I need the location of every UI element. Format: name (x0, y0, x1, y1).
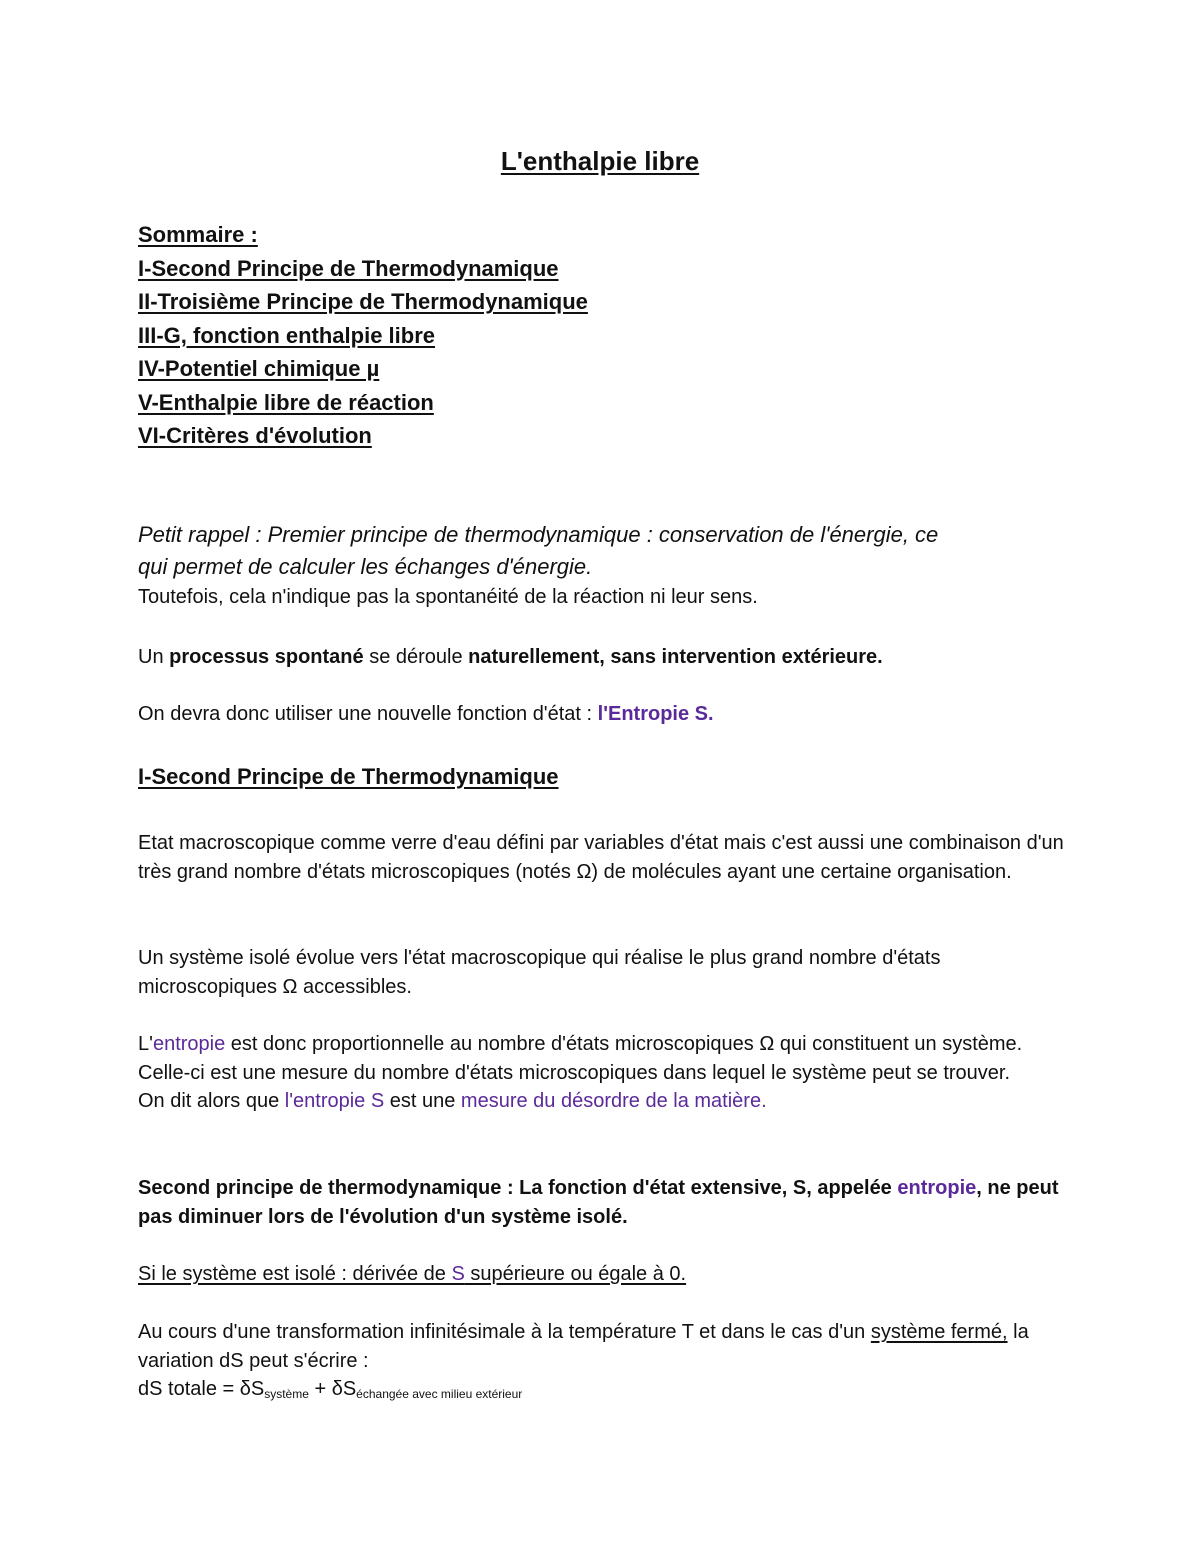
section-1-paragraph-7 (138, 1318, 1068, 1375)
p4-entropie-s: l'entropie S (284, 1090, 385, 1112)
p4-desordre: mesure du désordre de la matière. (460, 1090, 767, 1112)
p3-entropie: entropie (152, 1033, 226, 1055)
p6-text-c: supérieure ou égale à 0. (464, 1263, 687, 1285)
section-1-second-principe (138, 1174, 1068, 1231)
formula-part-b: + δS (308, 1378, 357, 1400)
spontane-text-3: naturellement, sans intervention extérieure. (468, 646, 883, 668)
summary-link-2[interactable]: II-Troisième Principe de Thermodynamique (138, 289, 588, 314)
summary-link-4[interactable]: IV-Potentiel chimique µ (138, 356, 380, 381)
spontane-text-2: se déroule (363, 646, 469, 668)
p3-text-c: est donc proportionnelle au nombre d'états microscopiques Ω qui constituent un système. Celle-ci est une mesure du nombre d'états microscopiques dans lequel le système peut se trouver. (138, 1033, 1023, 1084)
rappel-line-3: Toutefois, cela n'indique pas la spontanéité de la réaction ni leur sens. (138, 586, 758, 608)
section-1-isole (138, 1260, 1068, 1289)
summary (138, 218, 1068, 453)
formula (138, 1375, 1068, 1404)
summary-heading: Sommaire : (138, 222, 258, 247)
summary-link-3[interactable]: III-G, fonction enthalpie libre (138, 322, 436, 348)
p4-text-a: On dit alors que (138, 1090, 285, 1112)
p5-text-a: Second principe de thermodynamique : La fonction d'état extensive, S, appelée (138, 1177, 898, 1199)
spontane-term: processus spontané (169, 646, 364, 668)
p7-text-c: la variation dS peut s'écrire : (138, 1321, 1029, 1372)
spontane-text-1: Un (138, 646, 170, 668)
section-1-paragraph-1: Etat macroscopique comme verre d'eau défini par variables d'état mais c'est aussi une combinaison d'un très grand nombre d'états microscopiques (notés Ω) de molécules ayant une certaine organisation. (138, 832, 1064, 883)
entropie-intro-text: On devra donc utiliser une nouvelle fonction d'état : (138, 703, 598, 725)
p3-text-a: L' (138, 1033, 153, 1055)
section-1-paragraph-3-block (138, 1030, 1068, 1116)
section-1-paragraph-3 (138, 1030, 1068, 1087)
rappel-line-1: Petit rappel : Premier principe de thermodynamique : conservation de l'énergie, ce (138, 522, 939, 547)
formula-part-a: dS totale = δS (138, 1378, 265, 1400)
entropie-intro-highlight: l'Entropie S. (597, 703, 714, 725)
summary-link-1[interactable]: I-Second Principe de Thermodynamique (138, 255, 559, 281)
p7-systeme-ferme: système fermé, (870, 1321, 1008, 1343)
p6-text-a: Si le système est isolé : dérivée de (138, 1263, 452, 1285)
p6-s: S (451, 1263, 465, 1285)
spontane-paragraph (138, 643, 1068, 672)
entropie-intro-paragraph (138, 700, 1068, 729)
p7-text-a: Au cours d'une transformation infinitésimale à la température T et dans le cas d'un (138, 1321, 871, 1343)
p4-text-c: est une (384, 1090, 461, 1112)
formula-sub-2: échangée avec milieu extérieur (356, 1387, 523, 1401)
section-1-transformation-block (138, 1318, 1068, 1404)
summary-link-5[interactable]: V-Enthalpie libre de réaction (138, 389, 434, 415)
section-1-heading: I-Second Principe de Thermodynamique (138, 764, 559, 789)
p5-text-c: , ne peut pas diminuer lors de l'évolution d'un système isolé. (138, 1177, 1059, 1228)
rappel-block (138, 519, 1068, 612)
rappel-line-2: qui permet de calculer les échanges d'énergie. (138, 554, 593, 579)
summary-link-6[interactable]: VI-Critères d'évolution (138, 423, 372, 448)
formula-sub-1: système (264, 1387, 309, 1401)
page-title: L'enthalpie libre (500, 146, 700, 176)
section-1-paragraph-4 (138, 1087, 1068, 1116)
p5-entropie: entropie (897, 1177, 977, 1199)
section-1-paragraph-2: Un système isolé évolue vers l'état macroscopique qui réalise le plus grand nombre d'états microscopiques Ω accessibles. (138, 947, 941, 998)
